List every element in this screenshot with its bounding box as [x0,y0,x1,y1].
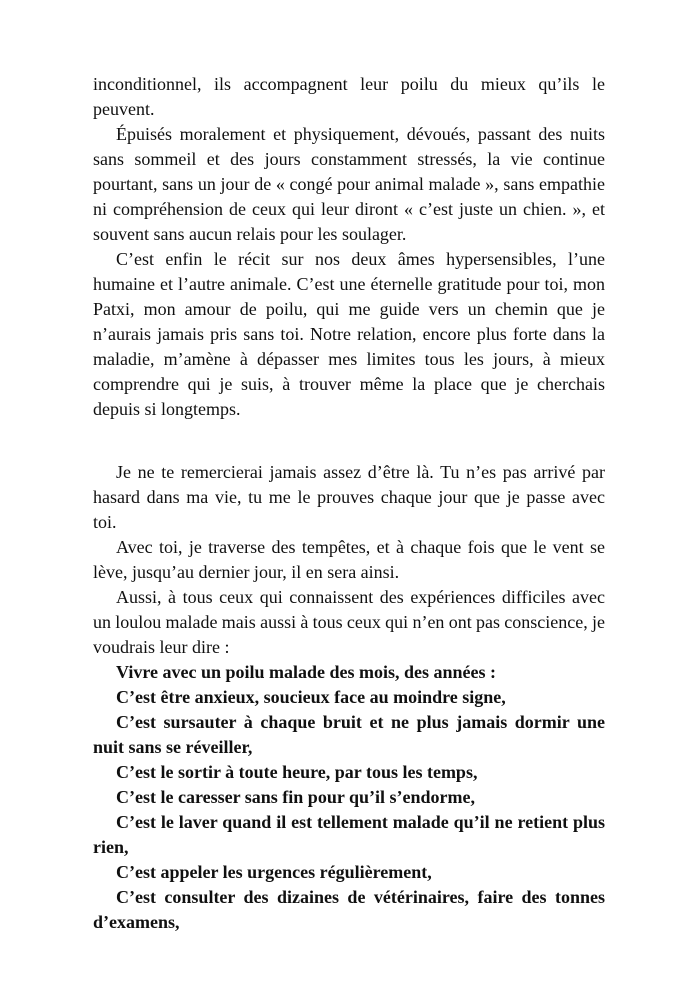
text-line: C’est le sortir à toute heure, par tous les temps, [116,762,478,782]
text-line: nuit sans se réveiller, [93,737,253,757]
text-line: Vivre avec un poilu malade des mois, des années : [116,662,497,682]
paragraph-remerciement [93,460,605,535]
section-break-spacer [93,422,605,460]
bold-line-vivre [93,660,605,685]
text-line: comprendre qui je suis, à trouver même la place que je cherchais [93,374,605,394]
bold-line-anxieux [93,685,605,710]
text-line: Patxi, mon amour de poilu, qui me guide vers un chemin que je [93,299,605,319]
text-line: C’est enfin le récit sur nos deux âmes hypersensibles, l’une [116,249,605,269]
text-line: C’est appeler les urgences régulièrement, [116,862,432,882]
text-line: humaine et l’autre animale. C’est une éternelle gratitude pour toi, mon [93,274,605,294]
bold-line-sortir [93,760,605,785]
text-line: d’examens, [93,912,180,932]
text-line: n’aurais jamais pris sans toi. Notre relation, encore plus forte dans la [93,324,605,344]
bold-line-sursauter [93,710,605,760]
text-line: hasard dans ma vie, tu me le prouves chaque jour que je passe avec [93,487,605,507]
bold-line-urgences [93,860,605,885]
text-line: sans sommeil et des jours constamment stressés, la vie continue [93,149,605,169]
paragraph-recit [93,247,605,422]
text-line: maladie, m’amène à dépasser mes limites tous les jours, à mieux [93,349,605,369]
paragraph-aussi [93,585,605,660]
text-line: Je ne te remercierai jamais assez d’être là. Tu n’es pas arrivé par [116,462,605,482]
text-line: C’est le laver quand il est tellement malade qu’il ne retient plus [116,812,605,832]
paragraph-continuation [93,72,605,122]
bold-line-consulter [93,885,605,935]
text-line: C’est le caresser sans fin pour qu’il s’endorme, [116,787,475,807]
text-line: depuis si longtemps. [93,399,241,419]
paragraph-tempetes [93,535,605,585]
text-line: un loulou malade mais aussi à tous ceux qui n’en ont pas conscience, je [93,612,605,632]
text-line: Épuisés moralement et physiquement, dévoués, passant des nuits [116,124,605,144]
text-line: toi. [93,512,117,532]
bold-line-caresser [93,785,605,810]
text-line: souvent sans aucun relais pour les soulager. [93,224,407,244]
text-line: peuvent. [93,99,155,119]
text-line: lève, jusqu’au dernier jour, il en sera ainsi. [93,562,400,582]
text-line: ni compréhension de ceux qui leur diront « c’est juste un chien. », et [93,199,605,219]
paragraph-epuises [93,122,605,247]
text-line: C’est être anxieux, soucieux face au moindre signe, [116,687,506,707]
text-line: Aussi, à tous ceux qui connaissent des expériences difficiles avec [116,587,605,607]
text-line: rien, [93,837,129,857]
text-line: pourtant, sans un jour de « congé pour animal malade », sans empathie [93,174,605,194]
text-line: voudrais leur dire : [93,637,230,657]
text-line: Avec toi, je traverse des tempêtes, et à chaque fois que le vent se [116,537,605,557]
text-line: inconditionnel, ils accompagnent leur poilu du mieux qu’ils le [93,74,605,94]
bold-line-laver [93,810,605,860]
text-line: C’est sursauter à chaque bruit et ne plus jamais dormir une [116,712,605,732]
text-line: C’est consulter des dizaines de vétérinaires, faire des tonnes [116,887,605,907]
